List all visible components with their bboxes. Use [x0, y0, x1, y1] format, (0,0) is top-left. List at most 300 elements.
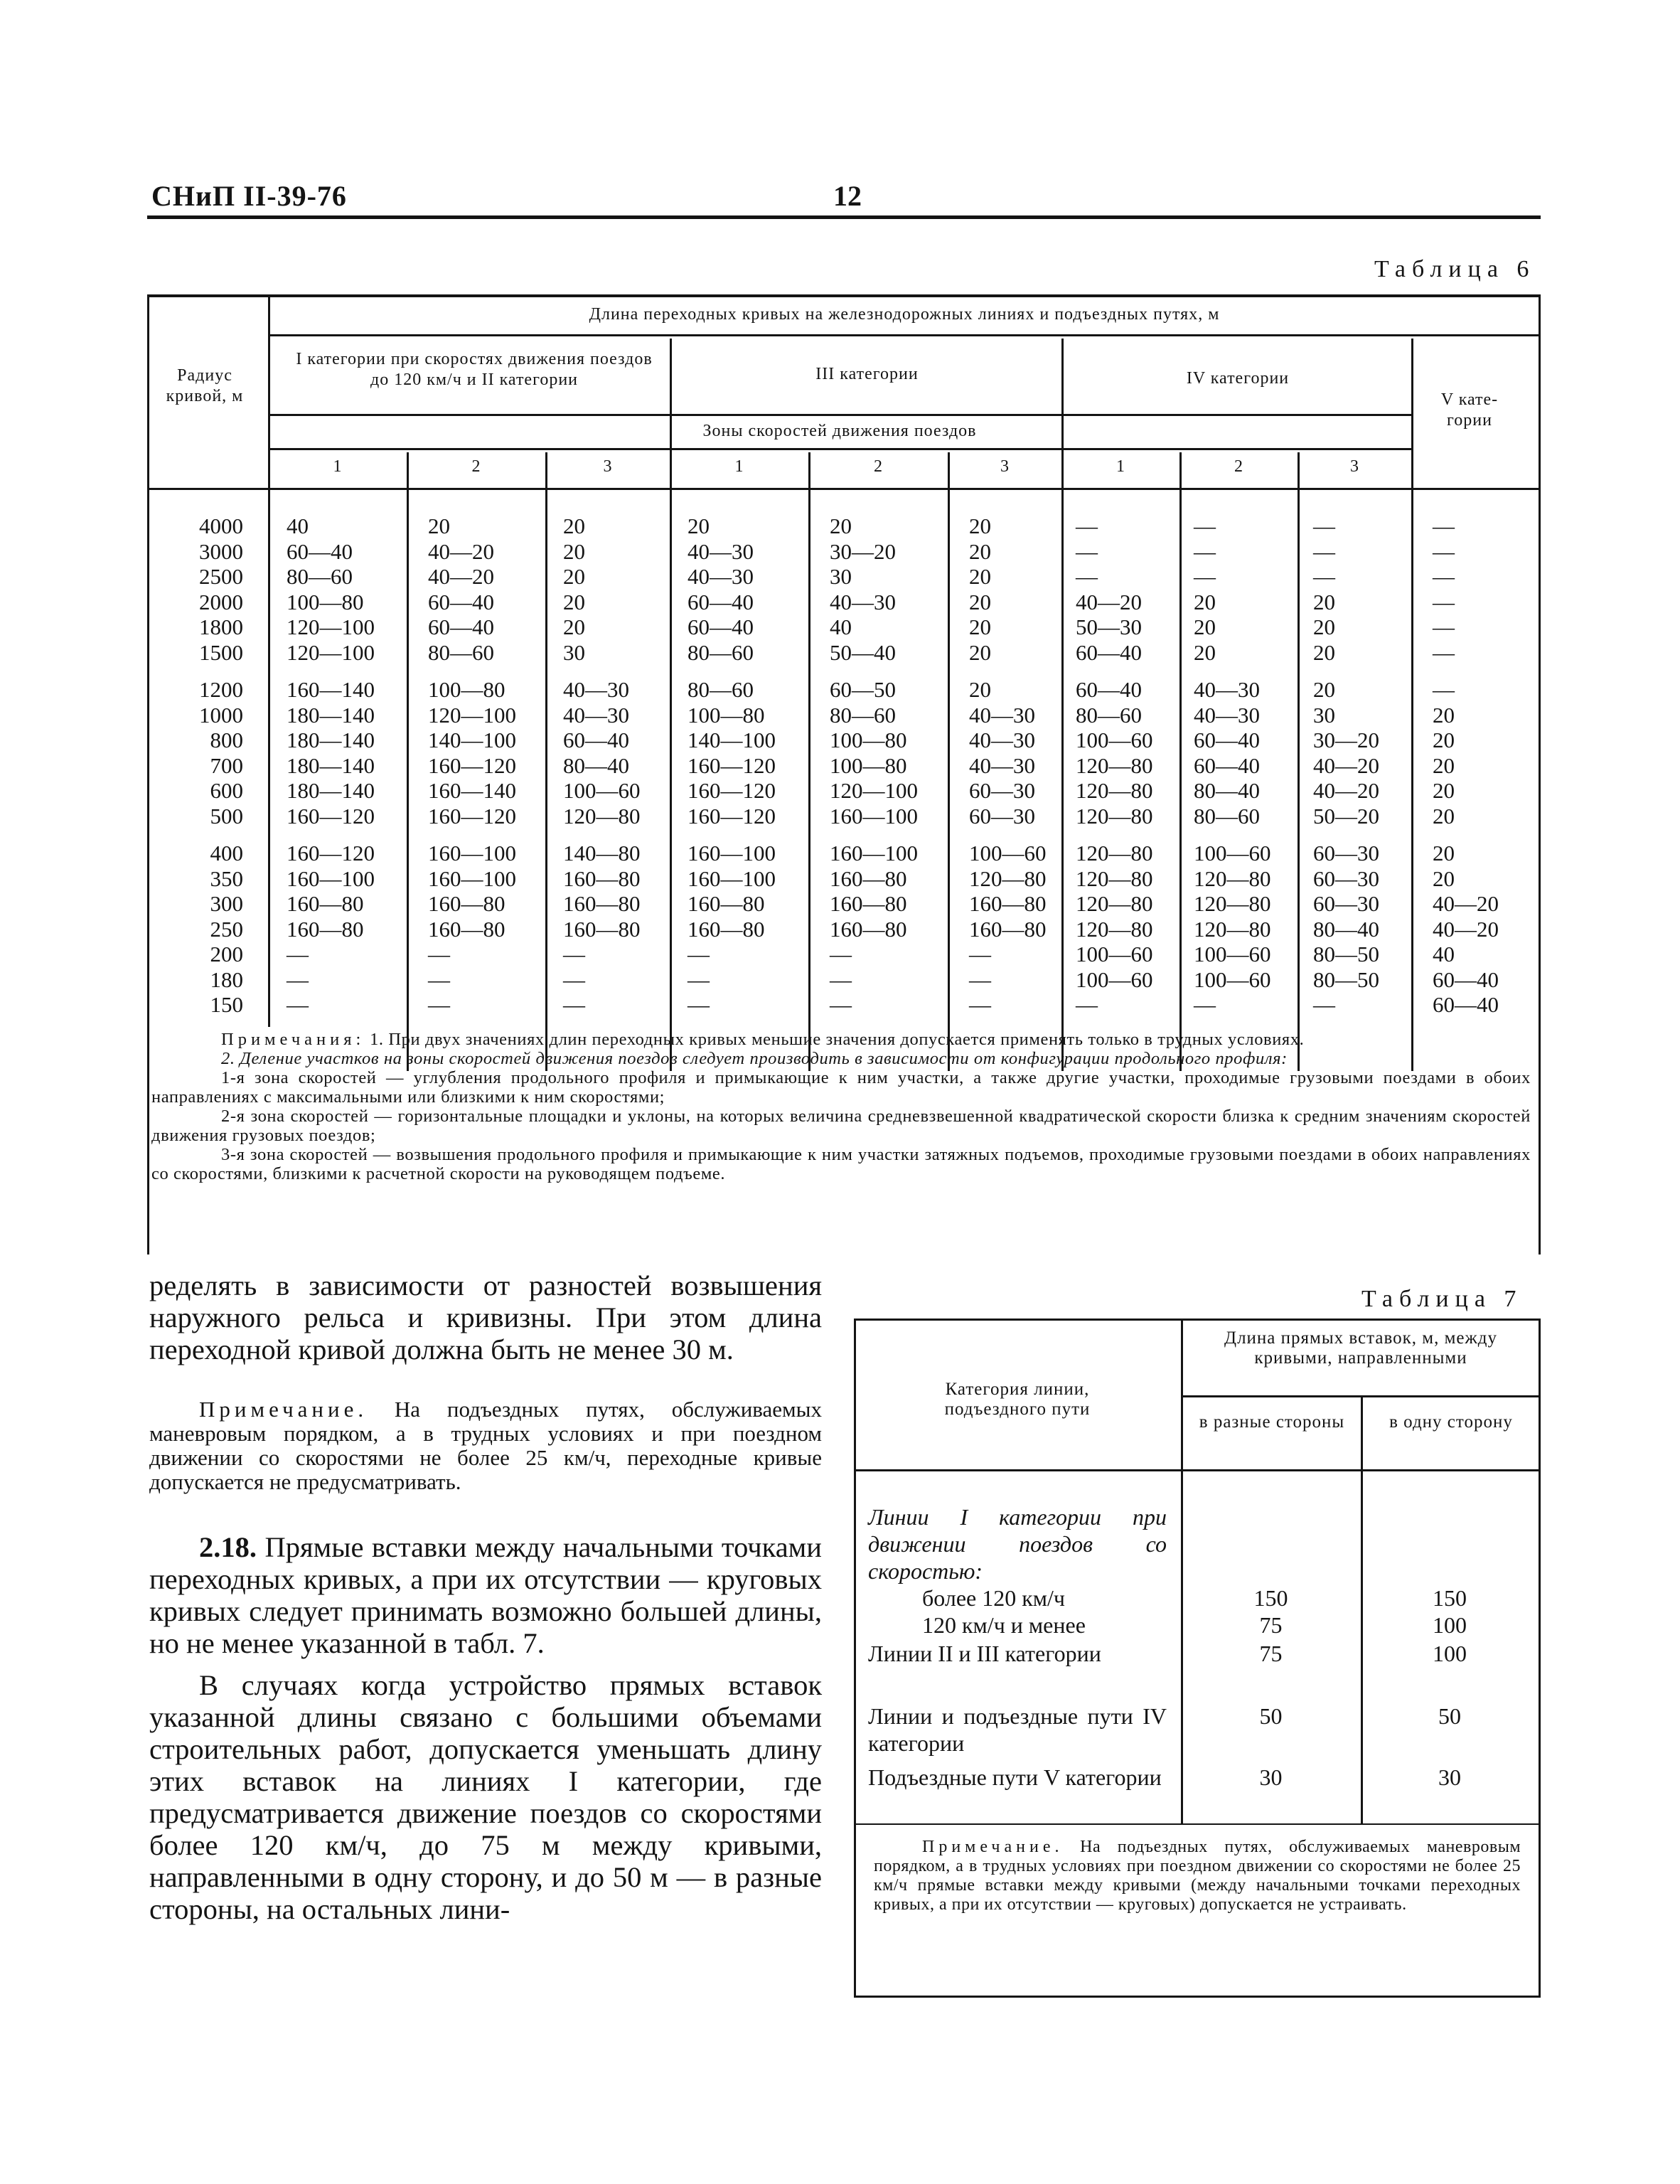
row-group-gap: [969, 665, 1047, 677]
table7-caption: Таблица 7: [1361, 1286, 1523, 1312]
row-group-gap: [687, 829, 776, 841]
radius-cell: 600: [210, 778, 243, 803]
table-cell: 60—40: [1433, 966, 1499, 992]
table-cell: 100—60: [563, 778, 641, 803]
table-cell: 60—40: [687, 614, 754, 639]
row-group-gap: [1313, 829, 1379, 841]
table6-rule: [268, 448, 1411, 450]
row-label: более 120 км/ч: [922, 1585, 1066, 1611]
data-column: [1313, 513, 1379, 1018]
note-label: Примечание.: [922, 1838, 1064, 1856]
table6-left-line: [147, 294, 149, 1255]
zone-number: 2: [874, 457, 882, 476]
table-cell: —: [1433, 564, 1455, 589]
row-group-gap: [1433, 829, 1499, 841]
table-cell: 50—20: [1313, 803, 1379, 829]
table-cell: 140—100: [687, 728, 776, 752]
table-cell: 60—40: [1194, 752, 1260, 778]
radius-cell: 1800: [199, 614, 243, 639]
table-cell: —: [1194, 538, 1216, 564]
table-cell: 60—30: [969, 803, 1035, 829]
table-cell: 40—20: [1313, 752, 1379, 778]
table6-vline: [670, 339, 672, 1071]
table-cell: 20: [428, 513, 450, 538]
table6-rule: [268, 414, 1411, 416]
table-cell: 100—60: [1076, 942, 1153, 966]
table6-zones-header: Зоны скоростей движения поездов: [702, 422, 977, 440]
row-group-gap: [687, 665, 776, 677]
radius-cell: 700: [210, 752, 243, 778]
zone-number: 3: [1350, 457, 1359, 476]
table-cell: 40—20: [1076, 589, 1142, 614]
radius-cell: 400: [210, 841, 243, 865]
table-cell: 20: [1433, 841, 1455, 865]
table-cell: 20: [563, 614, 585, 639]
table-cell: —: [969, 942, 991, 966]
table7-col1-header: Категория линии, подъездного пути: [944, 1380, 1091, 1419]
row-group-gap: [287, 829, 375, 841]
table-cell: 30: [830, 564, 852, 589]
radius-cell: 180: [210, 966, 243, 992]
table-cell: 160—80: [687, 916, 765, 942]
table-cell: 20: [1194, 614, 1216, 639]
table-cell: 100—80: [687, 702, 765, 728]
table-cell: 60—40: [428, 614, 494, 639]
table-cell: 120—80: [1194, 916, 1271, 942]
table-cell: —: [1433, 513, 1455, 538]
table-cell: 20: [563, 564, 585, 589]
table-cell: 60—40: [1076, 677, 1142, 702]
table-cell: —: [1076, 538, 1098, 564]
table-cell: 60—30: [969, 778, 1035, 803]
table-cell: 80—60: [687, 639, 754, 665]
value-cell: 50: [1438, 1703, 1461, 1729]
table-cell: —: [428, 966, 450, 992]
table-cell: 120—80: [563, 803, 641, 829]
table-cell: —: [687, 942, 710, 966]
table-cell: 160—100: [428, 865, 516, 891]
table-cell: 80—60: [1076, 702, 1142, 728]
table-cell: 160—80: [563, 916, 641, 942]
row-group-gap: [1076, 665, 1153, 677]
table-cell: 80—60: [830, 702, 896, 728]
table-cell: 20: [969, 513, 991, 538]
value-cell: 100: [1433, 1612, 1467, 1638]
table-cell: 80—40: [563, 752, 629, 778]
row-group-gap: [1433, 665, 1499, 677]
row-label: 120 км/ч и менее: [922, 1612, 1086, 1638]
notes-label: Примечания:: [221, 1030, 365, 1049]
table-cell: 50—40: [830, 639, 896, 665]
table-cell: 30—20: [1313, 728, 1379, 752]
row-group-gap: [563, 829, 641, 841]
table-cell: 140—100: [428, 728, 516, 752]
table-cell: 160—120: [287, 803, 375, 829]
table7-sub2-header: в одну сторону: [1389, 1412, 1513, 1432]
row-group-gap: [179, 665, 243, 677]
row-group-gap: [563, 665, 641, 677]
zone-number: 3: [1000, 457, 1009, 476]
table6-vline: [545, 452, 547, 1071]
table6-notes: [151, 1030, 1531, 1183]
table-cell: 120—100: [287, 614, 375, 639]
table-cell: 120—100: [428, 702, 516, 728]
row-group-gap: [830, 665, 918, 677]
table-cell: 160—120: [428, 752, 516, 778]
table-cell: 20: [969, 677, 991, 702]
table-cell: 20: [830, 513, 852, 538]
table-cell: 60—50: [830, 677, 896, 702]
radius-column: [179, 513, 243, 1018]
table-cell: 160—100: [687, 841, 776, 865]
zone-number: 1: [1116, 457, 1125, 476]
table-cell: 40—30: [687, 564, 754, 589]
table7-left-line: [854, 1319, 856, 1998]
radius-cell: 300: [210, 891, 243, 916]
section-text: Прямые вставки между начальными точками переходных кривых, а при их отсутствии — круговых кривых следует принимать возможно большей длины, но не менее указанной в табл. 7.: [149, 1531, 822, 1659]
table-cell: 80—60: [287, 564, 353, 589]
table-cell: 20: [1433, 728, 1455, 752]
table-cell: 20: [1194, 639, 1216, 665]
table-cell: 20: [1313, 639, 1335, 665]
row-label: Линии I категории при движении поездов со скоростью:: [868, 1504, 1167, 1584]
radius-cell: 3000: [199, 538, 243, 564]
table-cell: 120—80: [1076, 841, 1153, 865]
table-cell: —: [1076, 992, 1098, 1017]
table6-vline: [808, 452, 810, 1071]
table-cell: 160—120: [687, 803, 776, 829]
table-cell: 120—100: [287, 639, 375, 665]
table-cell: —: [1313, 564, 1335, 589]
page-number: 12: [833, 180, 862, 212]
radius-cell: 200: [210, 942, 243, 966]
table-cell: 100—80: [287, 589, 364, 614]
zone-number: 3: [603, 457, 612, 476]
note-text: На подъездных путях, обслуживаемых маневровым порядком, а в трудных условиях и при поездном движении со скоростями не более 25 км/ч, переходные кривые допускается не предусматривать.: [149, 1397, 822, 1494]
value-cell: 75: [1259, 1612, 1283, 1638]
table-cell: 80—60: [1194, 803, 1260, 829]
table-cell: 50—30: [1076, 614, 1142, 639]
table-cell: 20: [969, 589, 991, 614]
row-group-gap: [969, 829, 1047, 841]
table-cell: 20: [563, 513, 585, 538]
table-cell: 60—40: [1194, 728, 1260, 752]
table-cell: 40—30: [969, 728, 1035, 752]
table-cell: —: [1433, 614, 1455, 639]
row-group-gap: [1194, 665, 1271, 677]
table-cell: 120—80: [1076, 891, 1153, 916]
table-cell: 20: [1433, 778, 1455, 803]
table-cell: 160—80: [969, 916, 1047, 942]
table-cell: 160—100: [687, 865, 776, 891]
table-cell: 160—120: [287, 841, 375, 865]
data-column: [687, 513, 776, 1018]
table-cell: 60—30: [1313, 841, 1379, 865]
table-cell: 160—80: [563, 891, 641, 916]
table-cell: 160—120: [687, 752, 776, 778]
header-rule: [147, 215, 1541, 219]
value-cell: 150: [1253, 1585, 1288, 1611]
table-cell: 120—80: [1194, 865, 1271, 891]
table6-rule: [147, 488, 1541, 490]
table-cell: 80—40: [1194, 778, 1260, 803]
table-cell: 40—20: [428, 564, 494, 589]
table-cell: —: [287, 966, 309, 992]
table6-cat1-header: I категории при скоростях движения поездов до 120 км/ч и II категории: [296, 350, 653, 389]
document-code: СНиП II-39-76: [151, 180, 347, 212]
table7: [854, 1319, 1541, 2001]
note-1: 1. При двух значениях длин переходных кривых меньшие значения допускается применять только в трудных условиях.: [370, 1030, 1305, 1049]
table-cell: 40: [287, 513, 309, 538]
table-cell: 40—30: [563, 702, 629, 728]
table-cell: 160—100: [428, 841, 516, 865]
table-cell: 40: [830, 614, 852, 639]
table-cell: 160—140: [287, 677, 375, 702]
table-cell: —: [830, 942, 852, 966]
table-cell: 100—60: [1194, 942, 1271, 966]
table-cell: 30—20: [830, 538, 896, 564]
table-cell: 40—20: [1433, 891, 1499, 916]
table-cell: 160—80: [830, 865, 907, 891]
table7-note: [874, 1838, 1521, 1914]
row-group-gap: [830, 829, 918, 841]
table-cell: —: [1433, 639, 1455, 665]
paragraph: В случаях когда устройство прямых вставок указанной длины связано с большими объемами строительных работ, допускается уменьшать длину этих вставок на линиях I категории, где предусматривается движение поездов со скоростями более 120 км/ч, до 75 м между кривыми, направленными в одну сторону, и до 50 м — в разные стороны, на остальных лини-: [149, 1669, 822, 1925]
data-column: [969, 513, 1047, 1018]
table-cell: 40—30: [969, 752, 1035, 778]
table7-vline: [1181, 1319, 1183, 1823]
table-cell: 100—60: [1194, 966, 1271, 992]
table-cell: 160—80: [428, 891, 505, 916]
table-cell: 120—80: [1076, 778, 1153, 803]
paragraph: ределять в зависимости от разностей возвышения наружного рельса и кривизны. При этом длина переходной кривой должна быть не менее 30 м.: [149, 1269, 822, 1365]
radius-cell: 500: [210, 803, 243, 829]
value-cell: 30: [1438, 1764, 1461, 1790]
table-cell: 40—30: [1194, 702, 1260, 728]
table-cell: —: [563, 966, 585, 992]
section-number: 2.18.: [199, 1531, 257, 1563]
table6-rule: [268, 334, 1541, 336]
table-cell: 40—20: [428, 538, 494, 564]
zone-number: 1: [734, 457, 744, 476]
table6-vline: [268, 294, 270, 1027]
table-cell: 80—50: [1313, 966, 1379, 992]
table6-main-header: Длина переходных кривых на железнодорожных линиях и подъездных путях, м: [589, 305, 1220, 324]
note-zone-3: 3-я зона скоростей — возвышения продольного профиля и примыкающие к ним участки затяжных подъемов, проходимые грузовыми поездами в обоих направлениях со скоростями, близкими к расчетной скорости на руководящем подъеме.: [151, 1145, 1531, 1183]
table-cell: 20: [1433, 702, 1455, 728]
table-cell: —: [428, 942, 450, 966]
table-cell: —: [563, 992, 585, 1017]
table-cell: —: [830, 966, 852, 992]
table-cell: 40—30: [830, 589, 896, 614]
radius-cell: 350: [210, 865, 243, 891]
table-cell: —: [287, 992, 309, 1017]
table-cell: 180—140: [287, 702, 375, 728]
table-cell: 60—30: [1313, 891, 1379, 916]
table-cell: —: [687, 966, 710, 992]
table-cell: 180—140: [287, 778, 375, 803]
table-cell: 20: [969, 639, 991, 665]
table-cell: 20: [1433, 752, 1455, 778]
table7-sub1-header: в разные стороны: [1199, 1412, 1345, 1432]
table-cell: —: [1433, 589, 1455, 614]
table-cell: —: [1194, 992, 1216, 1017]
table-cell: 160—80: [687, 891, 765, 916]
table-cell: 60—40: [428, 589, 494, 614]
table6-vline: [948, 452, 950, 1071]
table-cell: 120—80: [969, 865, 1047, 891]
table-cell: 20: [563, 538, 585, 564]
row-group-gap: [1194, 829, 1271, 841]
data-column: [1076, 513, 1153, 1018]
radius-cell: 2500: [199, 564, 243, 589]
table-cell: 40—30: [563, 677, 629, 702]
data-column: [428, 513, 516, 1018]
table-cell: 160—80: [287, 916, 364, 942]
table-cell: 20: [1313, 677, 1335, 702]
data-column: [830, 513, 918, 1018]
table-cell: 20: [969, 614, 991, 639]
table-cell: 40—30: [687, 538, 754, 564]
zone-number: 2: [471, 457, 481, 476]
row-label: Линии и подъездные пути IV категории: [868, 1703, 1167, 1756]
table6-vline: [1179, 452, 1182, 1071]
value-cell: 150: [1433, 1585, 1467, 1611]
table-cell: 160—120: [428, 803, 516, 829]
table-cell: 160—120: [687, 778, 776, 803]
data-column: [563, 513, 641, 1018]
table-cell: 20: [969, 538, 991, 564]
note-2: 2. Деление участков на зоны скоростей движения поездов следует производить в зависимости от конфигурации продольного профиля:: [221, 1049, 1288, 1068]
table6-cat4-header: IV категории: [1186, 369, 1290, 388]
table-cell: 30: [1313, 702, 1335, 728]
table-cell: 60—40: [287, 538, 353, 564]
row-group-gap: [287, 665, 375, 677]
table-cell: 100—60: [1076, 728, 1153, 752]
table-cell: 160—80: [428, 916, 505, 942]
table-cell: 160—80: [830, 891, 907, 916]
table-cell: 160—100: [287, 865, 375, 891]
table6-right-line: [1539, 294, 1541, 1255]
table-cell: 60—30: [1313, 865, 1379, 891]
note-label: Примечание.: [199, 1397, 368, 1422]
table7-bottom-rule: [854, 1996, 1541, 1998]
table6-caption: Таблица 6: [1374, 256, 1536, 282]
table-cell: —: [428, 992, 450, 1017]
table-cell: —: [687, 992, 710, 1017]
table-cell: —: [1076, 564, 1098, 589]
table-cell: 100—60: [1076, 966, 1153, 992]
note-zone-1: 1-я зона скоростей — углубления продольного профиля и примыкающие к ним участки, а также другие участки, проходимые грузовыми поездами в обоих направлениях с максимальными или близкими к ним скоростями;: [151, 1068, 1531, 1107]
table-cell: —: [969, 966, 991, 992]
table-cell: 40: [1433, 942, 1455, 966]
table-cell: 40—20: [1433, 916, 1499, 942]
table-cell: —: [1313, 992, 1335, 1017]
data-column: [287, 513, 375, 1018]
radius-cell: 800: [210, 728, 243, 752]
note-zone-2: 2-я зона скоростей — горизонтальные площадки и уклоны, на которых величина средневзвешенной квадратической скорости близка к средним значениям скоростей движения грузовых поездов;: [151, 1107, 1531, 1145]
table-cell: 160—140: [428, 778, 516, 803]
table-cell: 30: [563, 639, 585, 665]
table-cell: 100—60: [969, 841, 1047, 865]
table7-top-rule: [854, 1319, 1541, 1321]
table-cell: 160—100: [830, 841, 918, 865]
table-cell: 80—40: [1313, 916, 1379, 942]
table-cell: 20: [969, 564, 991, 589]
table-cell: 160—80: [969, 891, 1047, 916]
value-cell: 75: [1259, 1641, 1283, 1666]
table-cell: 120—100: [830, 778, 918, 803]
table-cell: 160—80: [287, 891, 364, 916]
table6-vline: [1411, 339, 1413, 1071]
row-group-gap: [1313, 665, 1379, 677]
table7-rule: [854, 1823, 1541, 1825]
table-cell: 20: [1194, 589, 1216, 614]
data-column: [1433, 513, 1499, 1018]
table-cell: 20: [1433, 803, 1455, 829]
radius-cell: 1500: [199, 639, 243, 665]
table-cell: 180—140: [287, 728, 375, 752]
table-cell: 120—80: [1076, 865, 1153, 891]
row-group-gap: [1076, 829, 1153, 841]
table-cell: 20: [687, 513, 710, 538]
value-cell: 50: [1259, 1703, 1283, 1729]
table-cell: —: [830, 992, 852, 1017]
value-cell: 100: [1433, 1641, 1467, 1666]
table-cell: —: [1313, 538, 1335, 564]
row-label: Подъездные пути V категории: [868, 1764, 1162, 1790]
zone-number: 1: [333, 457, 342, 476]
table6-radius-header: Радиус кривой, м: [166, 366, 244, 405]
table-cell: 100—80: [428, 677, 505, 702]
body-text: [149, 1269, 822, 1925]
table-cell: 120—80: [1194, 891, 1271, 916]
table-cell: 20: [563, 589, 585, 614]
table-cell: 40—20: [1313, 778, 1379, 803]
table-cell: —: [1313, 513, 1335, 538]
table6-cat5-header: V кате-гории: [1440, 390, 1499, 430]
note-text: На подъездных путях, обслуживаемых маневровым порядком, а в трудных условиях при поездном движении со скоростями не более 25 км/ч прямые вставки между кривыми (между начальными точками переходных кривых, а при их отсутствии — круговых) допускается не устраивать.: [874, 1838, 1521, 1914]
row-group-gap: [428, 829, 516, 841]
zone-number: 2: [1234, 457, 1243, 476]
table7-rule: [854, 1469, 1541, 1471]
table-cell: 140—80: [563, 841, 641, 865]
table-cell: —: [287, 942, 309, 966]
row-group-gap: [179, 829, 243, 841]
table-cell: 120—80: [1076, 803, 1153, 829]
table6-top-rule: [147, 294, 1541, 297]
table-cell: —: [969, 992, 991, 1017]
table-cell: —: [563, 942, 585, 966]
table7-right-line: [1539, 1319, 1541, 1998]
radius-cell: 2000: [199, 589, 243, 614]
radius-cell: 4000: [199, 513, 243, 538]
table-cell: 160—80: [830, 916, 907, 942]
row-group-gap: [428, 665, 516, 677]
table-cell: 60—40: [563, 728, 629, 752]
table-cell: 180—140: [287, 752, 375, 778]
table6-vline: [1298, 452, 1300, 1071]
table6-vline: [1061, 339, 1064, 1071]
table-cell: 80—60: [428, 639, 494, 665]
table-cell: 40—30: [969, 702, 1035, 728]
table-cell: —: [1194, 513, 1216, 538]
table-cell: 100—80: [830, 752, 907, 778]
radius-cell: 250: [210, 916, 243, 942]
table-cell: —: [1433, 538, 1455, 564]
table6-cat3-header: III категории: [815, 365, 919, 383]
table-cell: 20: [1313, 614, 1335, 639]
